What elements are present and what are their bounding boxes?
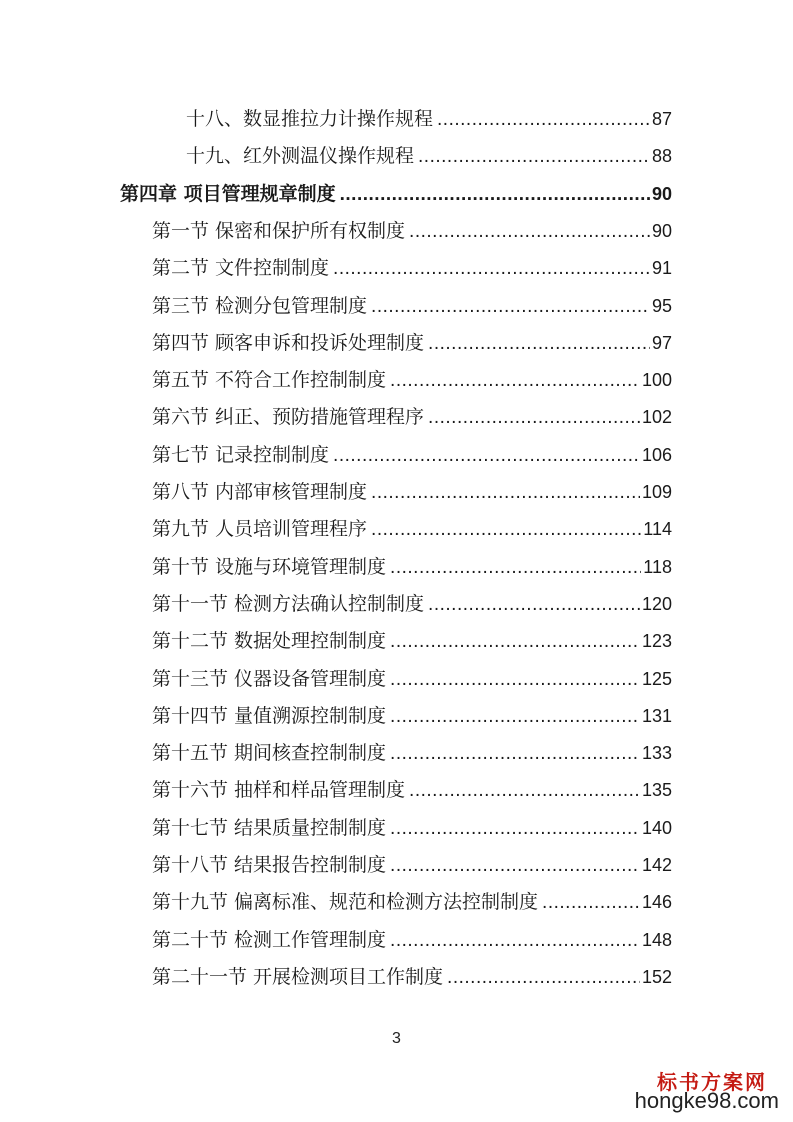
toc-leader-dots <box>371 478 640 508</box>
toc-entry-page: 140 <box>641 817 672 838</box>
toc-leader-dots <box>409 776 640 806</box>
toc-entry[interactable] <box>152 440 672 470</box>
toc-entry-title: 第一节 保密和保护所有权制度 <box>152 219 406 242</box>
toc-entry-title: 第十七节 结果质量控制制度 <box>152 816 387 839</box>
toc-entry-page: 87 <box>651 109 672 129</box>
toc-entry[interactable] <box>152 962 672 992</box>
toc-entry-title: 第十五节 期间核查控制制度 <box>152 742 387 765</box>
toc-entry[interactable] <box>152 850 672 880</box>
page-number: 3 <box>392 1030 401 1047</box>
toc-entry-page: 95 <box>651 295 672 316</box>
toc-entry-title: 第二十一节 开展检测项目工作制度 <box>152 965 444 988</box>
toc-entry-page: 142 <box>641 855 672 875</box>
toc-entry[interactable] <box>152 813 672 843</box>
toc-entry-title: 第六节 纠正、预防措施管理程序 <box>152 406 425 429</box>
toc-entry-title: 第十一节 检测方法确认控制制度 <box>152 592 425 615</box>
toc-leader-dots <box>390 851 640 881</box>
toc-entry[interactable] <box>152 925 672 955</box>
toc-leader-dots <box>371 292 650 322</box>
toc-entry-page: 91 <box>651 258 672 279</box>
toc-entry[interactable] <box>152 887 672 917</box>
toc-entry-title: 十九、红外测温仪操作规程 <box>186 145 415 168</box>
toc-entry[interactable] <box>186 141 672 171</box>
toc-entry-title: 第三节 检测分包管理制度 <box>152 294 368 317</box>
toc-entry-page: 106 <box>641 444 672 465</box>
toc-leader-dots <box>418 142 650 172</box>
toc-leader-dots <box>333 254 650 284</box>
toc-entry-page: 123 <box>641 631 672 652</box>
toc-entry-page: 133 <box>641 743 672 764</box>
toc-leader-dots <box>437 105 650 135</box>
toc-entry-title: 十八、数显推拉力计操作规程 <box>186 108 434 130</box>
toc-entry[interactable] <box>152 328 672 358</box>
toc-entry-title: 第九节 人员培训管理程序 <box>152 518 368 541</box>
toc-entry-title: 第四章 项目管理规章制度 <box>120 182 336 205</box>
toc-entry-page: 120 <box>641 593 672 614</box>
toc-entry[interactable] <box>152 365 672 395</box>
toc-entry-page: 118 <box>643 556 672 577</box>
toc-entry[interactable] <box>152 291 672 321</box>
toc-entry[interactable] <box>152 216 672 246</box>
toc-leader-dots <box>409 217 650 247</box>
toc-leader-dots <box>390 627 640 657</box>
toc-entry-title: 第十四节 量值溯源控制制度 <box>152 704 387 727</box>
toc-entry-title: 第四节 顾客申诉和投诉处理制度 <box>152 331 425 354</box>
toc-entry[interactable] <box>152 589 672 619</box>
toc-entry-title: 第八节 内部审核管理制度 <box>152 481 368 503</box>
toc-leader-dots <box>390 702 640 732</box>
toc-entry-title: 第五节 不符合工作控制制度 <box>152 369 387 392</box>
toc-entry-title: 第十三节 仪器设备管理制度 <box>152 667 387 690</box>
toc-leader-dots <box>390 366 640 396</box>
toc-leader-dots <box>390 814 640 844</box>
toc-leader-dots <box>333 441 640 471</box>
toc-leader-dots <box>340 180 650 210</box>
toc-leader-dots <box>542 888 640 918</box>
toc-leader-dots <box>428 329 650 359</box>
toc-entry-title: 第十节 设施与环境管理制度 <box>152 555 387 578</box>
toc-entry-title: 第二节 文件控制制度 <box>152 257 330 280</box>
toc-entry[interactable] <box>186 104 672 134</box>
toc-leader-dots <box>371 515 641 545</box>
toc-entry-page: 90 <box>651 183 672 204</box>
toc-entry-page: 100 <box>641 370 672 391</box>
toc-entry[interactable] <box>152 253 672 283</box>
toc-entry-title: 第七节 记录控制制度 <box>152 443 330 466</box>
watermark-title: 标书方案网 <box>657 1070 767 1094</box>
toc-entry[interactable] <box>152 664 672 694</box>
toc-entry[interactable] <box>152 514 672 544</box>
toc-entry-page: 131 <box>641 705 672 726</box>
toc-entry[interactable] <box>152 552 672 582</box>
toc-entry-title: 第十六节 抽样和样品管理制度 <box>152 779 406 802</box>
toc-chapter-entry[interactable] <box>120 179 672 209</box>
toc-leader-dots <box>390 739 640 769</box>
toc-leader-dots <box>390 926 640 956</box>
toc-entry-page: 135 <box>641 780 672 801</box>
toc-entry-title: 第十九节 偏离标准、规范和检测方法控制制度 <box>152 891 539 914</box>
toc-entry[interactable] <box>152 775 672 805</box>
toc-entry[interactable] <box>152 738 672 768</box>
toc-entry-page: 152 <box>641 966 672 987</box>
toc-leader-dots <box>390 665 640 695</box>
toc-entry-page: 102 <box>641 407 672 428</box>
toc-leader-dots <box>390 553 641 583</box>
toc-entry[interactable] <box>152 477 672 507</box>
toc-entry-page: 109 <box>641 482 672 502</box>
toc-entry-page: 148 <box>641 929 672 950</box>
toc-entry[interactable] <box>152 626 672 656</box>
toc-entry-title: 第二十节 检测工作管理制度 <box>152 928 387 951</box>
watermark-url: hongke98.com <box>634 1088 779 1113</box>
toc-entry-title: 第十八节 结果报告控制制度 <box>152 854 387 876</box>
toc-entry-page: 125 <box>641 668 672 689</box>
toc-leader-dots <box>428 403 640 433</box>
toc-entry-page: 97 <box>651 332 672 353</box>
toc-leader-dots <box>447 963 640 993</box>
toc-entry-page: 88 <box>651 146 672 167</box>
toc-entry[interactable] <box>152 701 672 731</box>
toc-entry-title: 第十二节 数据处理控制制度 <box>152 630 387 653</box>
toc-leader-dots <box>428 590 640 620</box>
toc-entry-page: 114 <box>643 519 672 540</box>
toc-entry-page: 90 <box>651 220 672 241</box>
toc-entry[interactable] <box>152 402 672 432</box>
toc-entry-page: 146 <box>641 892 672 913</box>
